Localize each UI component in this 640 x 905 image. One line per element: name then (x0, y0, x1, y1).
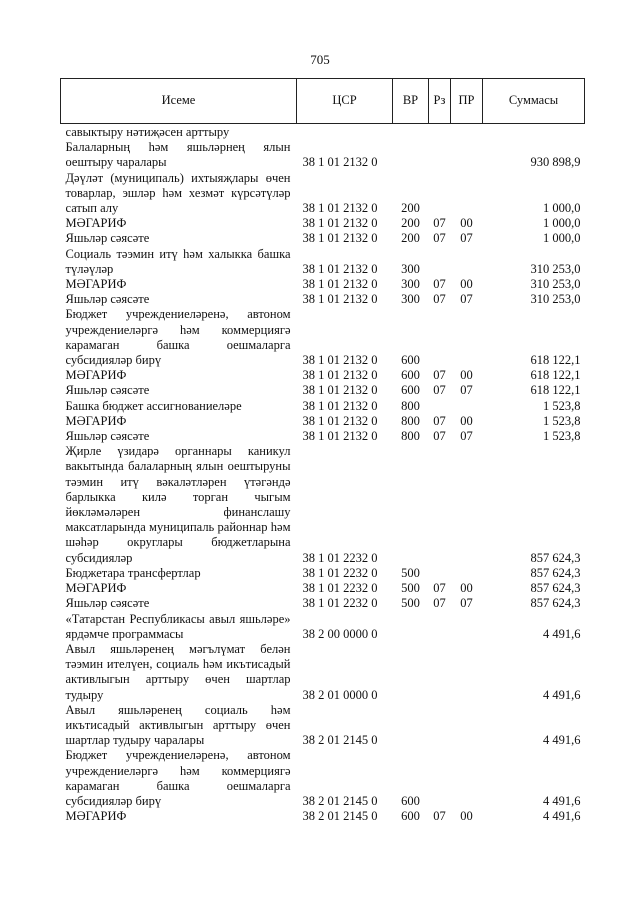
cell-rz (429, 140, 451, 170)
cell-rz (429, 444, 451, 566)
cell-name: МӘГАРИФ (65, 216, 127, 231)
cell-vr: 800 (401, 429, 420, 444)
page-number: 705 (310, 52, 330, 67)
cell-pr: 07 (460, 231, 473, 246)
cell-rz: 07 (433, 292, 446, 307)
cell-rz: 07 (433, 413, 446, 428)
cell-csr: 38 1 01 2132 0 (302, 261, 378, 276)
table-header (61, 79, 585, 124)
cell-vr: 600 (401, 383, 420, 398)
cell-rz (429, 124, 451, 141)
table-row (61, 231, 585, 246)
table-row (61, 399, 585, 414)
cell-pr (451, 642, 483, 703)
table-row (61, 612, 585, 642)
cell-vr (393, 444, 429, 566)
cell-sum: 857 624,3 (530, 596, 581, 611)
cell-name: Яшьләр сәясәте (65, 231, 150, 246)
cell-csr: 38 1 01 2132 0 (302, 155, 378, 170)
header-rz: Рз (429, 79, 451, 124)
cell-csr: 38 1 01 2232 0 (302, 581, 378, 596)
cell-vr: 500 (401, 581, 420, 596)
cell-sum: 4 491,6 (543, 793, 581, 808)
cell-name: Дәүләт (муниципаль) ихтыяҗлары өчен товарлар, эшләр һәм хезмәт күрсәтүләр сатып алу (65, 170, 291, 216)
cell-pr: 07 (460, 596, 473, 611)
cell-rz: 07 (433, 216, 446, 231)
cell-vr: 300 (401, 277, 420, 292)
budget-table (60, 78, 585, 824)
cell-pr (451, 566, 483, 581)
cell-csr: 38 2 00 0000 0 (302, 626, 378, 641)
cell-vr: 200 (401, 201, 420, 216)
cell-vr: 800 (401, 398, 420, 413)
cell-name: Яшьләр сәясәте (65, 429, 150, 444)
cell-vr: 500 (401, 565, 420, 580)
cell-name: МӘГАРИФ (65, 581, 127, 596)
table-body (61, 124, 585, 825)
cell-csr: 38 1 01 2132 0 (302, 292, 378, 307)
cell-sum: 618 122,1 (530, 368, 581, 383)
table-row (61, 140, 585, 170)
cell-name: Яшьләр сәясәте (65, 596, 150, 611)
cell-csr (297, 124, 393, 141)
cell-sum: 618 122,1 (530, 353, 581, 368)
cell-name: Бюджетара трансфертлар (65, 565, 201, 580)
cell-vr: 500 (401, 596, 420, 611)
header-csr: ЦСР (297, 79, 393, 124)
cell-rz: 07 (433, 383, 446, 398)
cell-vr (393, 703, 429, 749)
cell-pr (451, 171, 483, 217)
cell-vr (393, 140, 429, 170)
cell-csr: 38 1 01 2132 0 (302, 231, 378, 246)
cell-sum: 618 122,1 (530, 383, 581, 398)
cell-pr: 07 (460, 383, 473, 398)
cell-name: Җирле үзидарә органнары каникул вакытында балаларның ялын оештыруны тәэмин итү вәкаләтләрен үтәгәндә барлыкка килә торган чыгым йөкләмәләрен финанслашу максатларында муниципаль районнар һәм шәһәр округлары бюджетларына субсидияләр (65, 444, 291, 565)
table-row (61, 703, 585, 749)
cell-rz (429, 307, 451, 368)
cell-sum: 857 624,3 (530, 565, 581, 580)
cell-sum: 4 491,6 (543, 626, 581, 641)
cell-sum: 310 253,0 (530, 292, 581, 307)
table-row (61, 124, 585, 141)
table-row (61, 216, 585, 231)
cell-pr (451, 247, 483, 277)
cell-rz: 07 (433, 429, 446, 444)
cell-name: МӘГАРИФ (65, 277, 127, 292)
cell-csr: 38 1 01 2132 0 (302, 429, 378, 444)
cell-name: Яшьләр сәясәте (65, 383, 150, 398)
cell-csr: 38 1 01 2132 0 (302, 368, 378, 383)
cell-name: «Татарстан Республикасы авыл яшьләре» ярдәмче программасы (65, 611, 291, 641)
cell-name: Авыл яшьләренең мәгълүмат белән тәэмин ителүен, социаль һәм икътисадый активлыгын арттыру өчен шартлар тудыру (65, 641, 291, 702)
cell-pr: 00 (460, 216, 473, 231)
cell-csr: 38 1 01 2132 0 (302, 353, 378, 368)
table-row (61, 368, 585, 383)
cell-sum: 857 624,3 (530, 581, 581, 596)
table-row (61, 277, 585, 292)
cell-name: Яшьләр сәясәте (65, 292, 150, 307)
cell-vr (393, 612, 429, 642)
header-pr: ПР (451, 79, 483, 124)
cell-pr: 00 (460, 581, 473, 596)
cell-csr: 38 1 01 2232 0 (302, 565, 378, 580)
table-row (61, 581, 585, 596)
cell-name: Бюджет учреждениеләренә, автоном учреждениеләргә һәм коммерциягә карамаган башка оешмаларга субсидияләр бирү (65, 748, 291, 808)
cell-rz: 07 (433, 231, 446, 246)
cell-rz (429, 703, 451, 749)
cell-name: МӘГАРИФ (65, 809, 127, 824)
cell-csr: 38 1 01 2132 0 (302, 413, 378, 428)
cell-sum: 4 491,6 (543, 733, 581, 748)
cell-pr: 07 (460, 292, 473, 307)
table-row (61, 383, 585, 398)
cell-rz (429, 566, 451, 581)
cell-rz: 07 (433, 368, 446, 383)
cell-sum: 4 491,6 (543, 687, 581, 702)
cell-sum: 1 000,0 (543, 201, 581, 216)
cell-rz (429, 642, 451, 703)
cell-csr: 38 1 01 2232 0 (302, 550, 378, 565)
table-row (61, 748, 585, 809)
cell-csr: 38 2 01 0000 0 (302, 687, 378, 702)
cell-pr (451, 612, 483, 642)
cell-rz (429, 171, 451, 217)
table-row (61, 596, 585, 611)
cell-vr: 200 (401, 216, 420, 231)
cell-sum: 857 624,3 (530, 550, 581, 565)
cell-pr (451, 444, 483, 566)
cell-csr: 38 2 01 2145 0 (302, 809, 378, 824)
cell-sum: 310 253,0 (530, 277, 581, 292)
cell-vr: 300 (401, 292, 420, 307)
cell-vr: 200 (401, 231, 420, 246)
table-row (61, 444, 585, 566)
table-row (61, 566, 585, 581)
cell-name: Башка бюджет ассигнованиеләре (65, 398, 242, 413)
cell-pr (451, 124, 483, 141)
cell-vr: 600 (401, 809, 420, 824)
header-name: Исеме (61, 79, 297, 124)
cell-name: Бюджет учреждениеләренә, автоном учреждениеләргә һәм коммерциягә карамаган башка оешмаларга субсидияләр бирү (65, 307, 291, 368)
table-row (61, 429, 585, 444)
table-row (61, 292, 585, 307)
cell-vr (393, 124, 429, 141)
cell-pr: 00 (460, 809, 473, 824)
cell-sum: 1 523,8 (543, 413, 581, 428)
cell-pr (451, 307, 483, 368)
cell-sum: 310 253,0 (530, 261, 581, 276)
cell-sum (483, 124, 585, 141)
cell-rz (429, 612, 451, 642)
cell-name: Авыл яшьләренең социаль һәм икътисадый активлыгын арттыру өчен шартлар тудыру чаралары (65, 702, 291, 748)
table-row (61, 414, 585, 429)
cell-vr (393, 642, 429, 703)
cell-sum: 1 000,0 (543, 216, 581, 231)
cell-vr: 800 (401, 413, 420, 428)
cell-vr: 600 (401, 368, 420, 383)
cell-csr: 38 2 01 2145 0 (302, 793, 378, 808)
cell-name: савыктыру нәтиҗәсен арттыру (65, 125, 230, 139)
cell-pr: 00 (460, 413, 473, 428)
cell-sum: 1 523,8 (543, 398, 581, 413)
cell-name: Балаларның һәм яшьләрнең ялын оештыру чаралары (65, 140, 291, 170)
table-row (61, 307, 585, 368)
cell-csr: 38 1 01 2132 0 (302, 201, 378, 216)
cell-pr (451, 748, 483, 809)
cell-pr (451, 703, 483, 749)
cell-sum: 930 898,9 (530, 155, 581, 170)
cell-vr: 600 (401, 353, 420, 368)
cell-csr: 38 1 01 2132 0 (302, 277, 378, 292)
cell-rz (429, 247, 451, 277)
table-row (61, 171, 585, 217)
cell-name: Социаль тәэмин итү һәм халыкка башка түләүләр (65, 246, 291, 276)
cell-pr: 00 (460, 368, 473, 383)
cell-csr: 38 1 01 2132 0 (302, 383, 378, 398)
table-row (61, 247, 585, 277)
cell-pr: 00 (460, 277, 473, 292)
cell-csr: 38 1 01 2132 0 (302, 398, 378, 413)
cell-rz (429, 748, 451, 809)
cell-rz: 07 (433, 581, 446, 596)
cell-vr: 300 (401, 261, 420, 276)
header-sum: Суммасы (483, 79, 585, 124)
cell-rz: 07 (433, 277, 446, 292)
cell-sum: 4 491,6 (543, 809, 581, 824)
cell-csr: 38 1 01 2232 0 (302, 596, 378, 611)
cell-pr (451, 399, 483, 414)
cell-rz: 07 (433, 809, 446, 824)
cell-sum: 1 523,8 (543, 429, 581, 444)
cell-sum: 1 000,0 (543, 231, 581, 246)
table-row (61, 642, 585, 703)
cell-pr: 07 (460, 429, 473, 444)
cell-pr (451, 140, 483, 170)
cell-rz (429, 399, 451, 414)
cell-name: МӘГАРИФ (65, 413, 127, 428)
cell-rz: 07 (433, 596, 446, 611)
cell-csr: 38 1 01 2132 0 (302, 216, 378, 231)
cell-csr: 38 2 01 2145 0 (302, 733, 378, 748)
table-row (61, 809, 585, 824)
header-vr: ВР (393, 79, 429, 124)
cell-name: МӘГАРИФ (65, 368, 127, 383)
cell-vr: 600 (401, 793, 420, 808)
